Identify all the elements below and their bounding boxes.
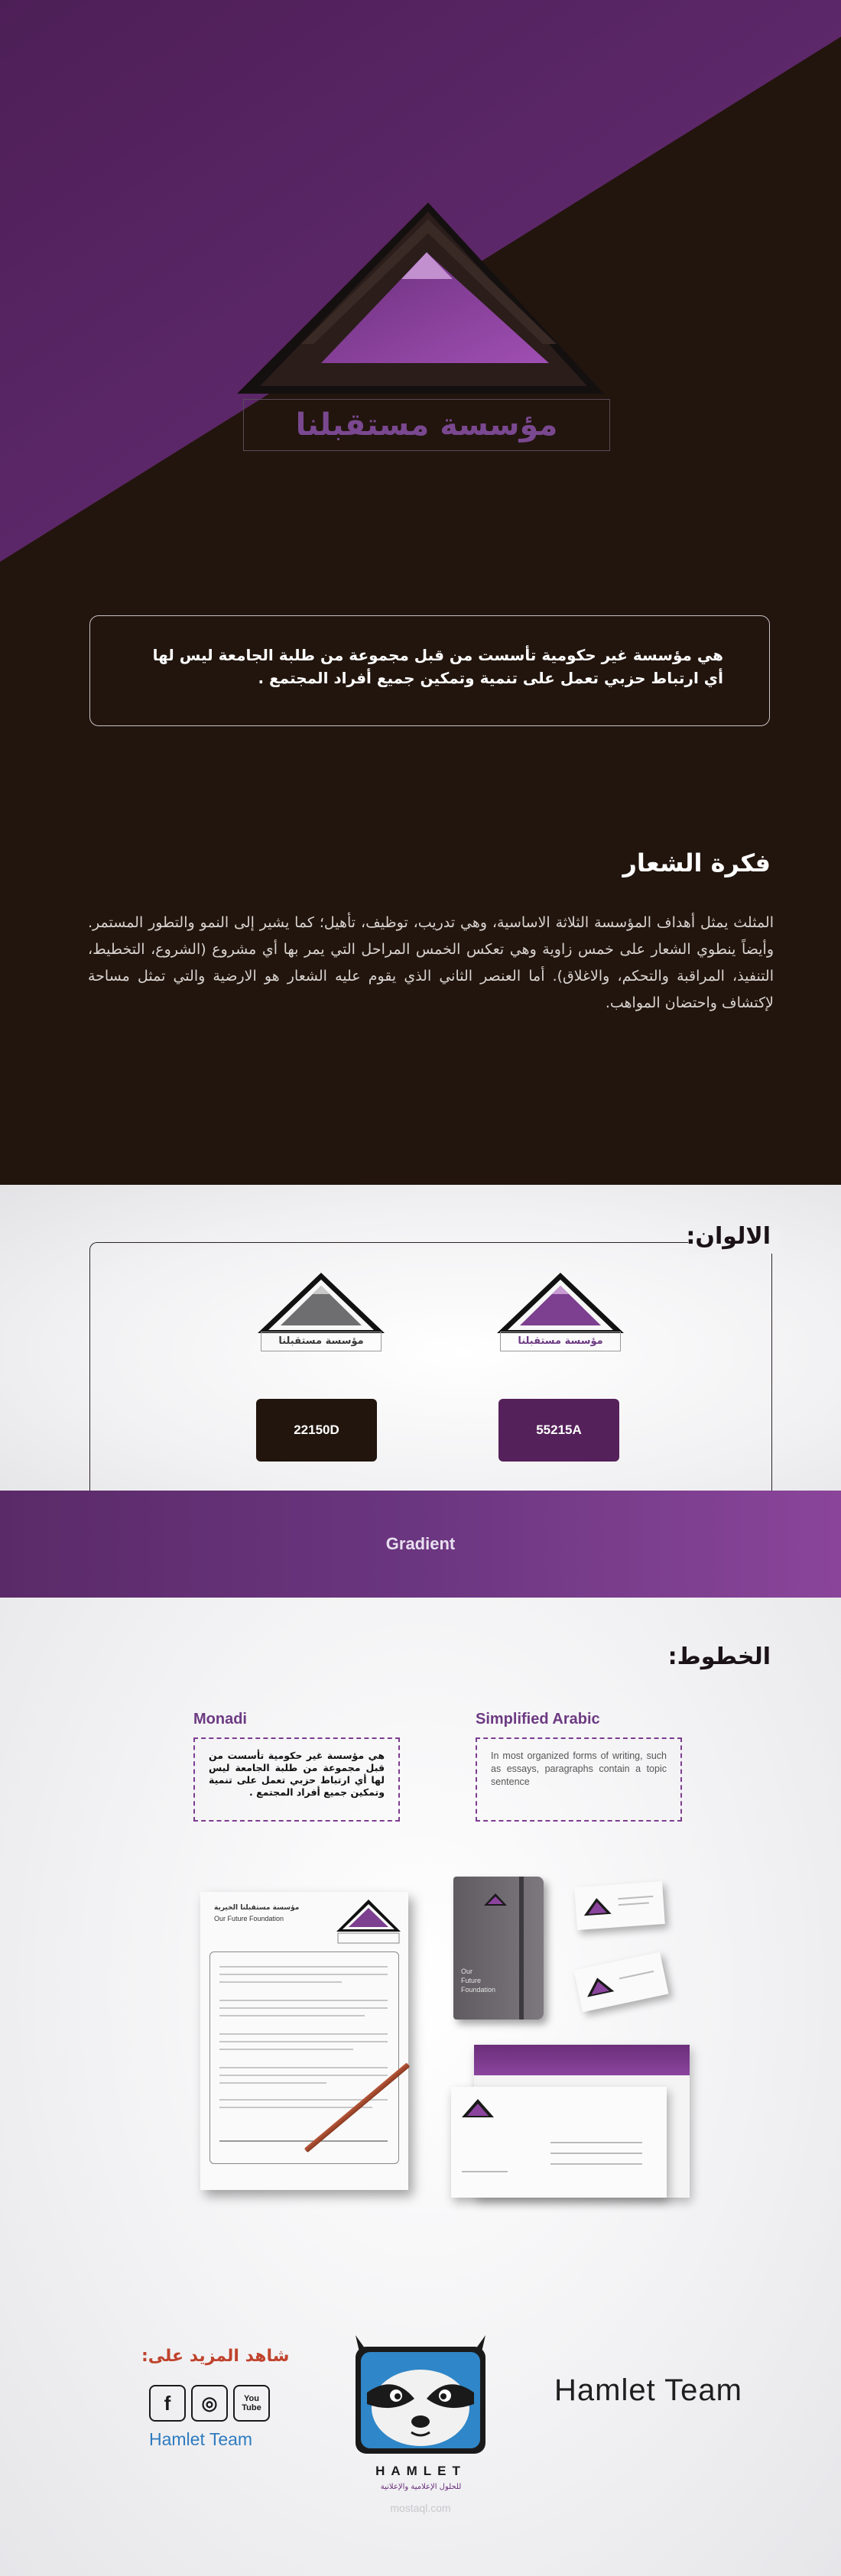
swatch-dark: [256, 1399, 377, 1462]
team-name: Hamlet Team: [554, 2373, 742, 2407]
font-name-monadi: Monadi: [193, 1711, 247, 1728]
description-text: هي مؤسسة غير حكومية تأسست من قبل مجموعة من طلبة الجامعة ليس لها أي ارتباط حزبي تعمل على تنمية وتمكين جميع أفراد المجتمع .: [152, 646, 723, 687]
envelope-front-mockup: [451, 2087, 667, 2198]
letterhead-logo-icon: [336, 1898, 401, 1944]
logo-variant-gray-label: مؤسسة مستقبلنا: [261, 1332, 382, 1351]
letterhead-mockup: [200, 1892, 408, 2190]
logo-variant-purple-label: مؤسسة مستقبلنا: [500, 1332, 621, 1351]
facebook-icon[interactable]: f: [149, 2385, 186, 2422]
text-line: [219, 1974, 388, 1975]
text-line: [219, 2015, 365, 2016]
address-line: [550, 2153, 642, 2154]
notebook-mockup: [453, 1877, 544, 2020]
swatch-purple-label: 55215A: [536, 1423, 582, 1437]
logo-variant-purple: [495, 1269, 625, 1357]
triangle-logo-purple-icon: [495, 1269, 625, 1334]
address-line: [550, 2163, 642, 2165]
notebook-text-line: Foundation: [461, 1986, 496, 1994]
text-line: [619, 1902, 649, 1906]
text-line: [219, 1966, 388, 1968]
notebook-text: [461, 1967, 495, 1994]
font-sample-monadi-text: هي مؤسسة غير حكومية تأسست من قبل مجموعة من طلبة الجامعة ليس لها أي ارتباط حزبي تعمل على تنمية وتمكين جميع أفراد المجتمع .: [209, 1750, 385, 1798]
colors-title: الالوان:: [686, 1223, 771, 1250]
text-line: [619, 1971, 654, 1980]
text-line: [219, 2075, 388, 2076]
card-logo-icon: [583, 1896, 612, 1917]
colors-section: [0, 1185, 841, 1491]
hamlet-subtitle: للحلول الإعلامية والإعلانية: [380, 2483, 462, 2491]
hamlet-raccoon-logo-icon: [352, 2331, 489, 2458]
youtube-icon[interactable]: You Tube: [233, 2385, 270, 2422]
text-line: [219, 2082, 326, 2084]
logo-variant-gray: [256, 1269, 386, 1357]
font-sample-simplified-arabic-text: In most organized forms of writing, such as essays, paragraphs contain a topic sentence: [491, 1750, 667, 1787]
notebook-band: [519, 1877, 524, 2020]
see-more-label: شاهد المزيد على:: [141, 2347, 290, 2366]
concept-body: المثلث يمثل أهداف المؤسسة الثلاثة الاساسية، وهي تدريب، توظيف، تأهيل؛ كما يشير إلى النمو والتطور المستمر. وأيضاً ينطوي الشعار على خمس زاوية وهي تعكس الخمس المراحل التي يمر بها أي مشروع (الشروع، التخطيط، التنفيذ، المراقبة والتحكم، والاغلاق). أما العنصر الثاني الذي يقوم عليه الشعار هو الارضية والتي تمثل مساحة لإكتشاف واحتضان المواهب.: [88, 914, 774, 1011]
fonts-title: الخطوط:: [667, 1643, 771, 1670]
address-line: [550, 2142, 642, 2143]
envelope-flap: [474, 2045, 690, 2075]
gradient-band: [0, 1491, 841, 1598]
notebook-text-line: Future: [461, 1977, 482, 1984]
swatch-purple: [498, 1399, 619, 1462]
text-line: [219, 2049, 353, 2050]
hamlet-wordmark: HAMLET: [375, 2464, 466, 2478]
fonts-mockups-section: [0, 1598, 841, 2576]
logo-wordmark: مؤسسة مستقبلنا: [295, 407, 558, 443]
text-line: [219, 2041, 388, 2042]
business-card-front: [574, 1881, 665, 1930]
business-card-back: [573, 1952, 668, 2013]
text-line: [219, 1981, 342, 1983]
font-sample-simplified-arabic: [476, 1737, 682, 1822]
swatch-dark-label: 22150D: [294, 1423, 339, 1437]
gradient-label: Gradient: [385, 1534, 456, 1553]
text-line: [219, 2000, 388, 2001]
text-line: [219, 2033, 388, 2035]
font-sample-monadi: [193, 1737, 400, 1822]
foundation-logo-triangle-icon: [229, 195, 612, 394]
logo-wordmark-frame: [243, 399, 610, 451]
triangle-logo-gray-icon: [256, 1269, 386, 1334]
address-line: [462, 2171, 508, 2172]
hero-section: [0, 0, 841, 1185]
letterhead-org-en: Our Future Foundation: [214, 1915, 284, 1922]
notebook-logo-icon: [484, 1892, 507, 1907]
text-line: [219, 2140, 388, 2142]
font-name-simplified-arabic: Simplified Arabic: [476, 1711, 600, 1728]
concept-title: فكرة الشعار: [622, 848, 771, 878]
text-line: [219, 2107, 372, 2108]
notebook-text-line: Our: [461, 1968, 473, 1975]
letterhead-body-frame: [209, 1951, 399, 2164]
instagram-icon[interactable]: ◎: [191, 2385, 228, 2422]
text-line: [618, 1896, 653, 1900]
letterhead-org-ar: مؤسسة مستقبلنا الخيرية: [214, 1904, 300, 1912]
hamlet-team-link[interactable]: Hamlet Team: [149, 2429, 253, 2449]
text-line: [219, 2007, 388, 2009]
colors-frame: [89, 1242, 772, 1494]
envelope-logo-icon: [462, 2097, 494, 2119]
description-box: [89, 615, 770, 726]
text-line: [219, 2067, 388, 2068]
watermark: mostaql.com: [390, 2502, 451, 2514]
card-logo-icon: [583, 1974, 615, 1999]
